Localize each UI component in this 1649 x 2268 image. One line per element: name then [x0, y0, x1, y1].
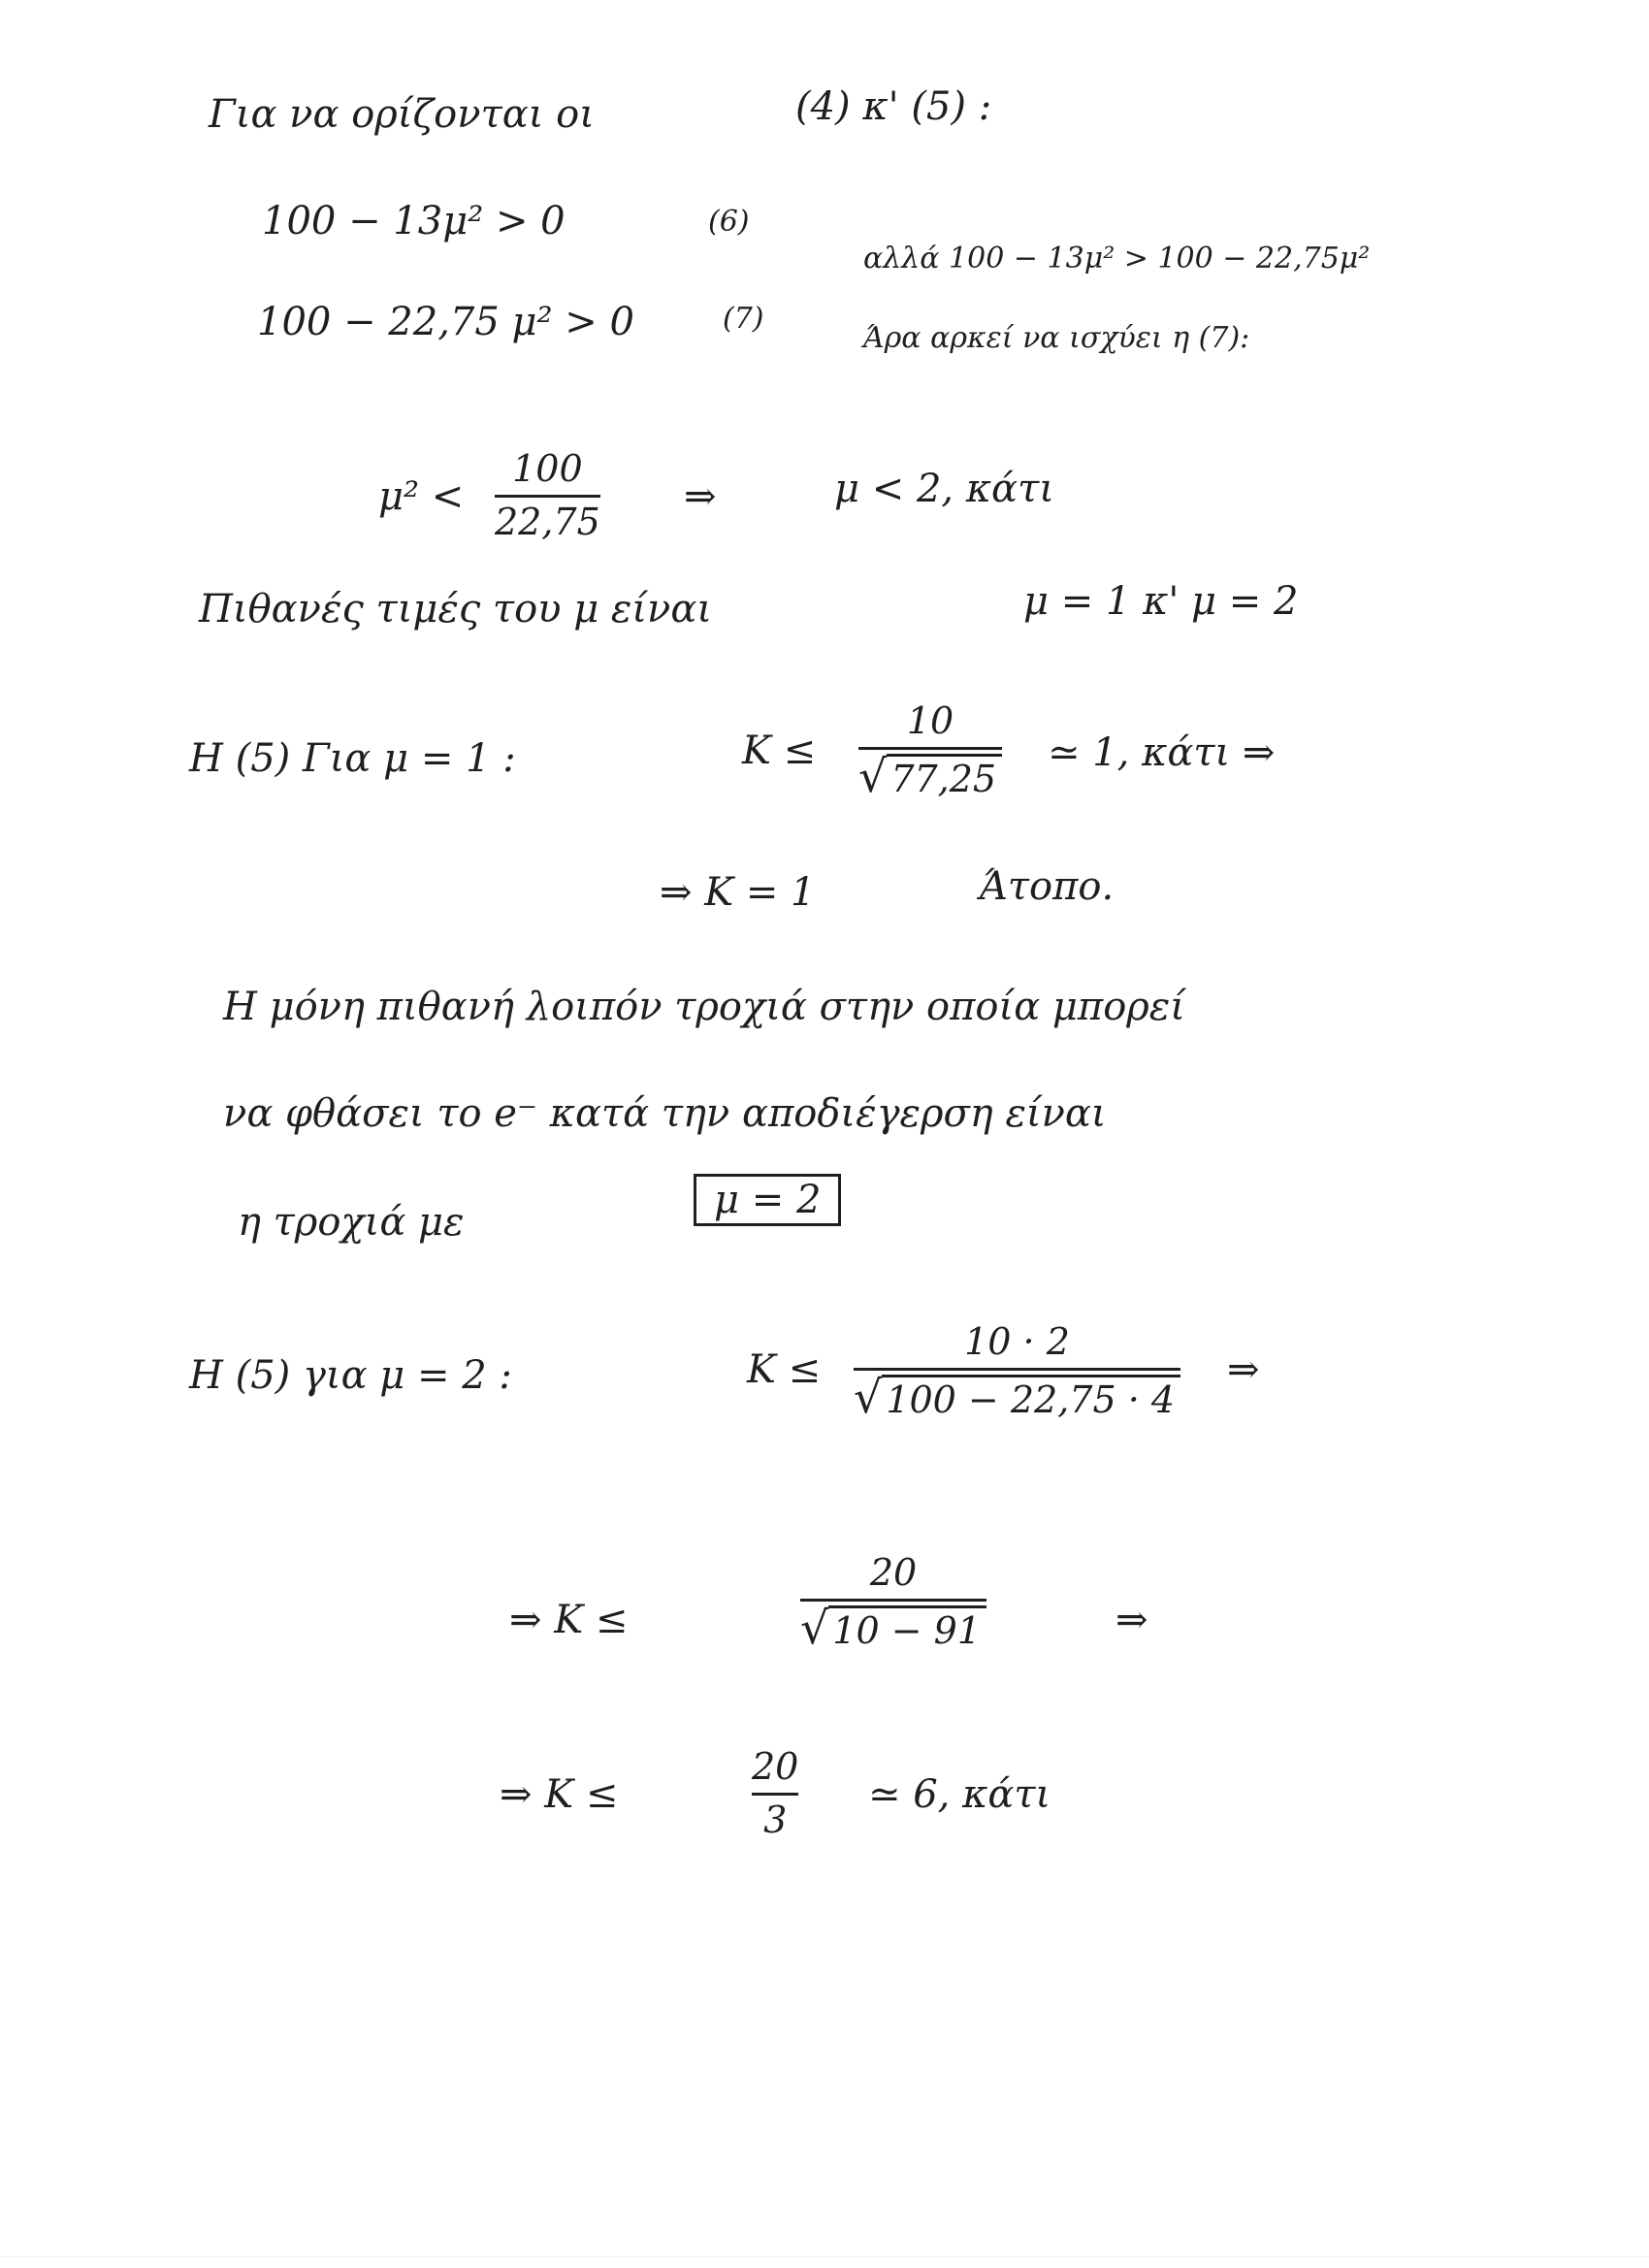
sqrt-denominator [858, 749, 1002, 802]
sqrt-sign: √ [854, 1370, 883, 1423]
k-less-equal: ⇒ K ≤ [500, 1772, 619, 1817]
fraction-100-over-2275 [495, 448, 600, 543]
mu-less-than-2: μ < 2, κάτι [834, 467, 1054, 511]
label-7: (7) [723, 302, 764, 336]
k-equals-1: ⇒ K = 1 [660, 870, 816, 915]
fraction-bar [752, 1793, 798, 1796]
line-condition-refs: (4) κ' (5) : [795, 84, 992, 129]
k-less-equal: K ≤ [742, 729, 817, 773]
fraction-denominator: 3 [763, 1798, 788, 1841]
fraction-10-over-sqrt [858, 700, 1002, 800]
case-mu-1: Η (5) Για μ = 1 : [189, 736, 516, 781]
sqrt-denominator [800, 1601, 986, 1654]
sufficient-note: Άρα αρκεί να ισχύει η (7): [863, 321, 1250, 355]
fraction-numerator: 10 [906, 699, 954, 742]
contradiction: Άτοπο. [980, 864, 1115, 909]
fraction-20-over-sqrt [854, 1321, 1180, 1421]
mu-squared-less: μ² < [378, 474, 465, 519]
sqrt-denominator [854, 1370, 1180, 1423]
fraction-numerator: 100 [512, 447, 583, 490]
label-6: (6) [708, 205, 750, 239]
possible-values-text: Πιθανές τιμές του μ είναι [199, 587, 713, 632]
conclusion-line-3: η τροχιά με [238, 1200, 465, 1245]
comparison-note: αλλά 100 − 13μ² > 100 − 22,75μ² [863, 242, 1371, 275]
inequality-6: 100 − 13μ² > 0 [262, 199, 566, 243]
sqrt-radicand: 77,25 [887, 754, 1002, 801]
sqrt-radicand: 100 − 22,75 · 4 [882, 1375, 1180, 1422]
fraction-20-over-sqrt-9 [800, 1552, 986, 1652]
approx-6: ≃ 6, κάτι [868, 1772, 1051, 1817]
k-less-equal: K ≤ [747, 1347, 822, 1392]
fraction-numerator: 20 [752, 1745, 799, 1788]
sqrt-sign: √ [800, 1601, 829, 1654]
approx-1: ≃ 1, κάτι ⇒ [1048, 730, 1276, 775]
case-mu-2: Η (5) για μ = 2 : [189, 1353, 512, 1398]
fraction-20-over-3 [752, 1746, 798, 1841]
implies-arrow: ⇒ [1227, 1347, 1260, 1392]
sqrt-sign: √ [858, 749, 888, 802]
fraction-bar [854, 1368, 1180, 1371]
conclusion-line-1: Η μόνη πιθανή λοιπόν τροχιά στην οποία μπορεί [223, 985, 1185, 1029]
inequality-7: 100 − 22,75 μ² > 0 [257, 300, 634, 344]
fraction-numerator: 20 [869, 1551, 918, 1594]
sqrt-radicand: 10 − 91 [828, 1605, 986, 1653]
implies-arrow: ⇒ [1116, 1598, 1148, 1642]
k-less-equal: ⇒ K ≤ [509, 1598, 629, 1642]
implies-arrow: ⇒ [684, 474, 717, 519]
boxed-answer: μ = 2 [694, 1174, 841, 1226]
line-condition-intro: Για να ορίζονται οι [209, 92, 595, 137]
possible-values: μ = 1 κ' μ = 2 [1023, 579, 1299, 624]
fraction-denominator: 22,75 [495, 500, 600, 543]
scan-edge [0, 2256, 1649, 2257]
fraction-numerator: 10 · 2 [964, 1320, 1070, 1363]
conclusion-line-2: να φθάσει το e⁻ κατά την αποδιέγερση είναι [223, 1091, 1107, 1136]
fraction-bar [495, 495, 600, 498]
